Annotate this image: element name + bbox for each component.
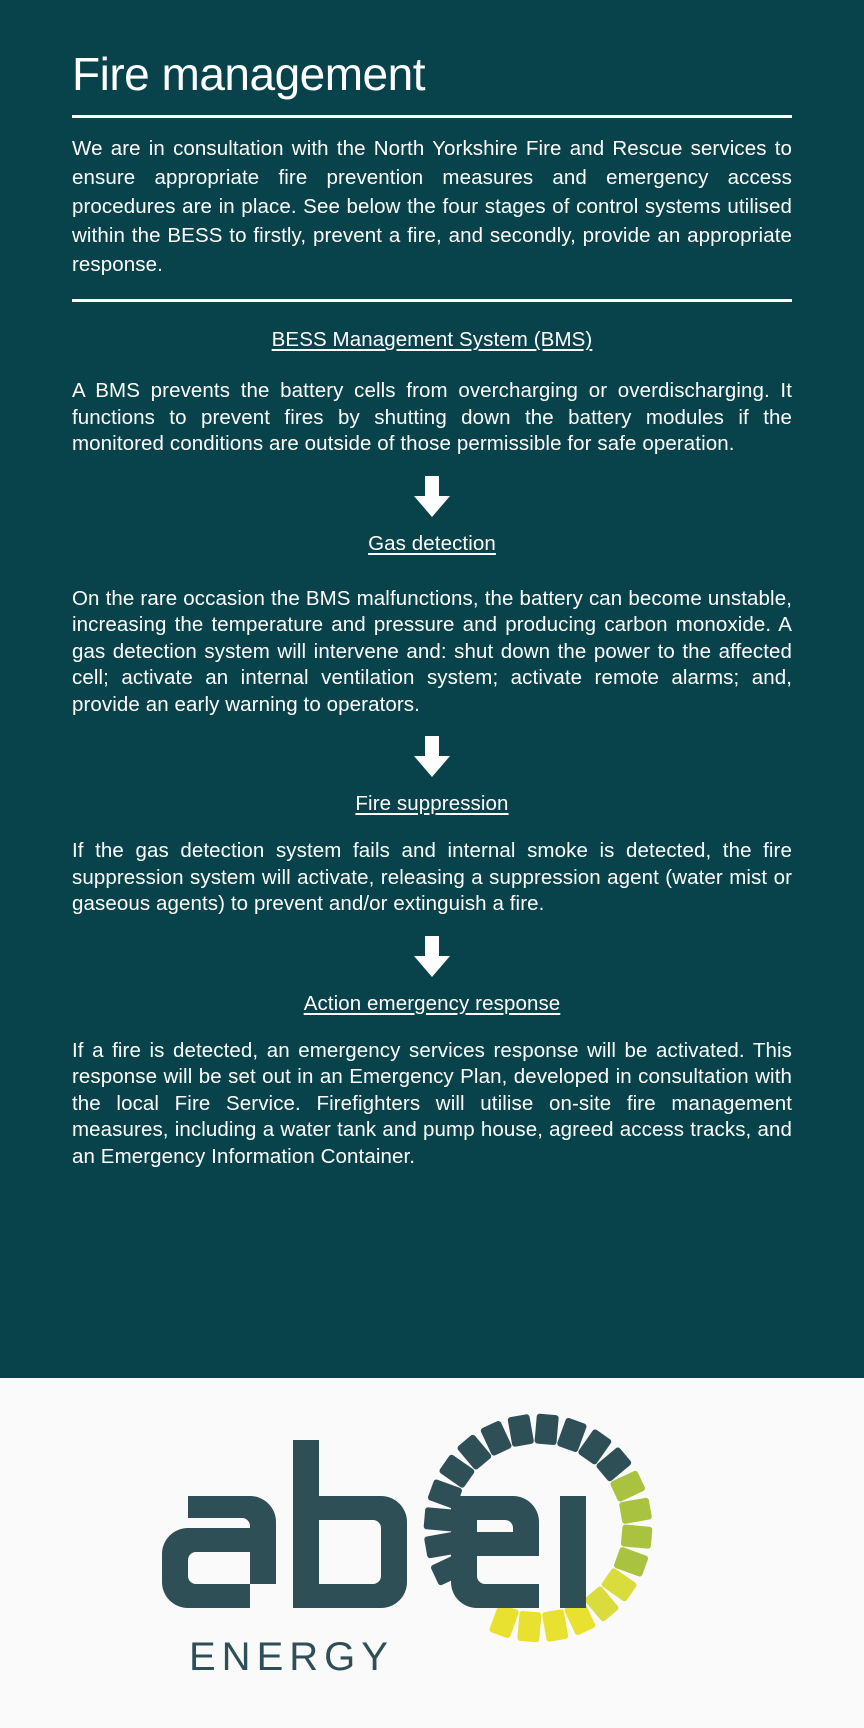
stage-heading-bms: BESS Management System (BMS) — [271, 328, 593, 352]
stage-heading-emergency-response: Action emergency response — [303, 991, 561, 1015]
spacer — [72, 556, 792, 586]
spacer — [72, 816, 792, 838]
title-divider — [72, 115, 792, 118]
flow-arrow-2 — [72, 736, 792, 778]
spacer — [72, 718, 792, 736]
spacer — [72, 778, 792, 792]
stage-body-fire-suppression: If the gas detection system fails and internal smoke is detected, the fire suppression system will activate, releasing a suppression agent (water mist or gaseous agents) to prevent and/or extinguish a fire. — [72, 839, 792, 916]
page-title: Fire management — [72, 48, 425, 100]
stage-body-bms: A BMS prevents the battery cells from overcharging or overdischarging. It functions to prevent fires by shutting down the battery modules if the monitored conditions are outside of those permissible for safe operation. — [72, 379, 792, 456]
stage-body-gas-detection: On the rare occasion the BMS malfunctions, the battery can become unstable, increasing the temperature and pressure and producing carbon monoxide. A gas detection system will intervene and: shut down the power to the affected cell; activate an internal ventilation system; activate remote alarms; and, provide an early warning to operators. — [72, 586, 792, 716]
section-divider — [72, 299, 792, 302]
spacer — [72, 352, 792, 378]
stage-body-emergency-response: If a fire is detected, an emergency services response will be activated. This response will be set out in an Emergency Plan, developed in consultation with the local Fire Service. Firefighters will utilise on-site fire management measures, including a water tank and pump house, agreed access tracks, and an Emergency Information Container. — [72, 1038, 792, 1168]
spacer — [72, 518, 792, 532]
spacer — [72, 978, 792, 992]
abei-energy-logo — [0, 1378, 864, 1728]
flow-arrow-3 — [72, 936, 792, 978]
stage-heading-gas-detection: Gas detection — [368, 531, 496, 555]
logo-tagline: ENERGY — [189, 1635, 394, 1679]
flow-arrow-1 — [72, 476, 792, 518]
spacer — [72, 458, 792, 476]
stage-heading-fire-suppression: Fire suppression — [355, 792, 509, 816]
logo-footer — [0, 1378, 864, 1728]
abei-wordmark — [162, 1440, 586, 1608]
spacer — [72, 918, 792, 936]
intro-paragraph: We are in consultation with the North Yorkshire Fire and Rescue services to ensure appropriate fire prevention measures and emergency access procedures are in place. See below the four stages of control systems utilised within the BESS to firstly, prevent a fire, and secondly, provide an appropriate response. — [72, 137, 792, 277]
spacer — [72, 1016, 792, 1038]
